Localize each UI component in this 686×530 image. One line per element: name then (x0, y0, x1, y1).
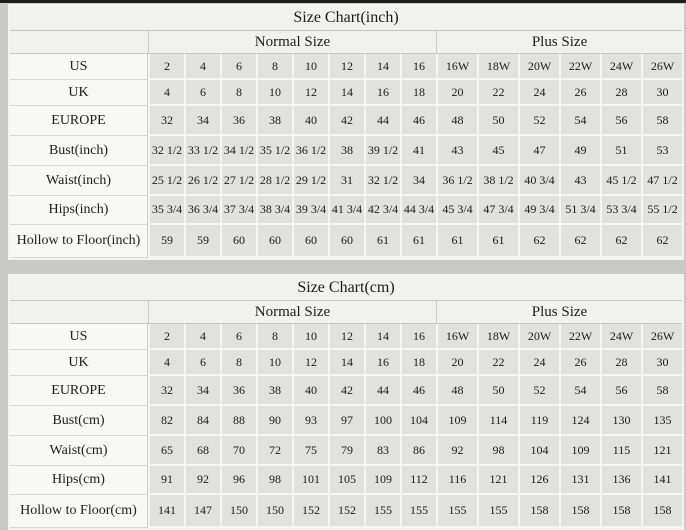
size-value-cell: 79 (328, 436, 364, 466)
size-value-cell: 38 (256, 106, 292, 136)
size-value-cell: 92 (436, 436, 477, 466)
size-value-cell: 61 (364, 225, 400, 258)
size-value-cell: 60 (220, 225, 256, 258)
size-value-cell: 34 (184, 106, 220, 136)
size-value-cell: 26W (641, 54, 682, 80)
table-row (10, 166, 682, 196)
size-value-cell: 59 (148, 225, 184, 258)
size-value-cell: 49 3/4 (518, 196, 559, 225)
size-value-cell: 34 (184, 376, 220, 406)
size-value-cell: 136 (600, 466, 641, 495)
table-row (10, 106, 682, 136)
row-label: Hollow to Floor(inch) (10, 225, 148, 258)
size-value-cell: 8 (220, 350, 256, 376)
size-value-cell: 115 (600, 436, 641, 466)
size-value-cell: 96 (220, 466, 256, 495)
size-value-cell: 12 (292, 80, 328, 106)
size-value-cell: 60 (328, 225, 364, 258)
size-value-cell: 8 (220, 80, 256, 106)
size-value-cell: 150 (220, 495, 256, 528)
size-value-cell: 104 (518, 436, 559, 466)
size-value-cell: 105 (328, 466, 364, 495)
size-value-cell: 56 (600, 106, 641, 136)
size-value-cell: 119 (518, 406, 559, 436)
size-value-cell: 38 3/4 (256, 196, 292, 225)
group-header-plus-size: Plus Size (436, 301, 682, 324)
size-value-cell: 18W (477, 324, 518, 350)
size-value-cell: 62 (559, 225, 600, 258)
size-value-cell: 135 (641, 406, 682, 436)
table-row (10, 54, 682, 80)
size-value-cell: 54 (559, 376, 600, 406)
size-value-cell: 14 (328, 80, 364, 106)
size-value-cell: 109 (559, 436, 600, 466)
size-value-cell: 24W (600, 54, 641, 80)
size-value-cell: 116 (436, 466, 477, 495)
size-value-cell: 155 (400, 495, 436, 528)
size-value-cell: 24W (600, 324, 641, 350)
size-value-cell: 26W (641, 324, 682, 350)
size-value-cell: 20 (436, 350, 477, 376)
size-value-cell: 124 (559, 406, 600, 436)
size-value-cell: 16W (436, 54, 477, 80)
group-header-row (10, 31, 682, 54)
table-row (10, 80, 682, 106)
table-row (10, 324, 682, 350)
size-value-cell: 109 (364, 466, 400, 495)
size-value-cell: 130 (600, 406, 641, 436)
size-value-cell: 35 3/4 (148, 196, 184, 225)
size-value-cell: 40 (292, 376, 328, 406)
size-value-cell: 58 (641, 376, 682, 406)
size-value-cell: 10 (292, 54, 328, 80)
table-row (10, 466, 682, 495)
size-value-cell: 4 (148, 350, 184, 376)
size-value-cell: 16 (400, 54, 436, 80)
size-value-cell: 32 (148, 106, 184, 136)
size-value-cell: 52 (518, 106, 559, 136)
size-value-cell: 29 1/2 (292, 166, 328, 196)
row-label: Waist(inch) (10, 166, 148, 196)
size-value-cell: 121 (477, 466, 518, 495)
size-value-cell: 54 (559, 106, 600, 136)
size-value-cell: 42 (328, 376, 364, 406)
size-value-cell: 61 (477, 225, 518, 258)
size-value-cell: 98 (477, 436, 518, 466)
size-charts-container (0, 4, 686, 530)
size-chart-cm-table (8, 274, 684, 530)
size-value-cell: 62 (641, 225, 682, 258)
size-value-cell: 150 (256, 495, 292, 528)
size-value-cell: 40 3/4 (518, 166, 559, 196)
size-value-cell: 24 (518, 350, 559, 376)
size-value-cell: 114 (477, 406, 518, 436)
size-value-cell: 31 (328, 166, 364, 196)
table-row (10, 136, 682, 166)
size-value-cell: 14 (328, 350, 364, 376)
size-value-cell: 141 (641, 466, 682, 495)
size-value-cell: 97 (328, 406, 364, 436)
corner-cell (10, 301, 148, 324)
size-value-cell: 4 (184, 324, 220, 350)
size-value-cell: 101 (292, 466, 328, 495)
size-value-cell: 53 (641, 136, 682, 166)
size-value-cell: 86 (400, 436, 436, 466)
size-value-cell: 152 (328, 495, 364, 528)
group-header-row (10, 301, 682, 324)
size-value-cell: 75 (292, 436, 328, 466)
size-value-cell: 82 (148, 406, 184, 436)
size-value-cell: 88 (220, 406, 256, 436)
size-value-cell: 43 (559, 166, 600, 196)
table-row (10, 196, 682, 225)
size-value-cell: 52 (518, 376, 559, 406)
size-value-cell: 47 1/2 (641, 166, 682, 196)
size-value-cell: 14 (364, 54, 400, 80)
size-value-cell: 158 (518, 495, 559, 528)
size-value-cell: 32 (148, 376, 184, 406)
size-value-cell: 68 (184, 436, 220, 466)
size-value-cell: 14 (364, 324, 400, 350)
table-row (10, 495, 682, 528)
row-label: Hips(cm) (10, 466, 148, 495)
table-title: Size Chart(inch) (10, 6, 682, 31)
table-title-row (10, 6, 682, 31)
size-value-cell: 26 (559, 350, 600, 376)
row-label: UK (10, 80, 148, 106)
row-label: US (10, 54, 148, 80)
size-value-cell: 40 (292, 106, 328, 136)
size-value-cell: 34 1/2 (220, 136, 256, 166)
size-value-cell: 24 (518, 80, 559, 106)
size-value-cell: 12 (328, 54, 364, 80)
size-value-cell: 10 (292, 324, 328, 350)
size-value-cell: 22W (559, 54, 600, 80)
size-value-cell: 27 1/2 (220, 166, 256, 196)
top-edge-strip (0, 0, 686, 3)
size-value-cell: 44 3/4 (400, 196, 436, 225)
size-value-cell: 62 (600, 225, 641, 258)
size-value-cell: 38 (328, 136, 364, 166)
size-value-cell: 50 (477, 106, 518, 136)
size-value-cell: 41 (400, 136, 436, 166)
size-chart-inch-table (8, 4, 684, 260)
size-value-cell: 92 (184, 466, 220, 495)
size-value-cell: 6 (220, 54, 256, 80)
size-value-cell: 28 (600, 350, 641, 376)
size-value-cell: 158 (641, 495, 682, 528)
size-value-cell: 20W (518, 324, 559, 350)
size-value-cell: 70 (220, 436, 256, 466)
size-value-cell: 4 (184, 54, 220, 80)
row-label: Bust(cm) (10, 406, 148, 436)
size-value-cell: 98 (256, 466, 292, 495)
table-title: Size Chart(cm) (10, 276, 682, 301)
size-value-cell: 84 (184, 406, 220, 436)
size-value-cell: 47 (518, 136, 559, 166)
size-value-cell: 38 (256, 376, 292, 406)
size-value-cell: 60 (256, 225, 292, 258)
size-value-cell: 59 (184, 225, 220, 258)
table-row (10, 376, 682, 406)
size-value-cell: 158 (559, 495, 600, 528)
size-value-cell: 55 1/2 (641, 196, 682, 225)
size-value-cell: 121 (641, 436, 682, 466)
size-value-cell: 38 1/2 (477, 166, 518, 196)
size-value-cell: 36 1/2 (436, 166, 477, 196)
size-value-cell: 56 (600, 376, 641, 406)
size-value-cell: 16 (400, 324, 436, 350)
size-value-cell: 61 (400, 225, 436, 258)
size-value-cell: 60 (292, 225, 328, 258)
size-value-cell: 6 (184, 350, 220, 376)
size-value-cell: 45 1/2 (600, 166, 641, 196)
row-label: EUROPE (10, 106, 148, 136)
size-value-cell: 32 1/2 (148, 136, 184, 166)
size-value-cell: 155 (364, 495, 400, 528)
row-label: Waist(cm) (10, 436, 148, 466)
size-value-cell: 28 1/2 (256, 166, 292, 196)
size-value-cell: 28 (600, 80, 641, 106)
size-value-cell: 141 (148, 495, 184, 528)
size-value-cell: 72 (256, 436, 292, 466)
size-value-cell: 12 (328, 324, 364, 350)
size-value-cell: 36 3/4 (184, 196, 220, 225)
size-value-cell: 22 (477, 350, 518, 376)
size-value-cell: 100 (364, 406, 400, 436)
size-value-cell: 39 3/4 (292, 196, 328, 225)
size-value-cell: 104 (400, 406, 436, 436)
size-value-cell: 6 (220, 324, 256, 350)
size-value-cell: 109 (436, 406, 477, 436)
corner-cell (10, 31, 148, 54)
size-value-cell: 51 (600, 136, 641, 166)
size-value-cell: 46 (400, 376, 436, 406)
size-value-cell: 18 (400, 350, 436, 376)
size-value-cell: 62 (518, 225, 559, 258)
size-value-cell: 30 (641, 350, 682, 376)
size-value-cell: 51 3/4 (559, 196, 600, 225)
row-label: EUROPE (10, 376, 148, 406)
size-value-cell: 44 (364, 106, 400, 136)
size-value-cell: 10 (256, 350, 292, 376)
size-value-cell: 44 (364, 376, 400, 406)
size-value-cell: 4 (148, 80, 184, 106)
size-value-cell: 83 (364, 436, 400, 466)
size-value-cell: 26 (559, 80, 600, 106)
size-value-cell: 48 (436, 376, 477, 406)
group-header-plus-size: Plus Size (436, 31, 682, 54)
size-value-cell: 26 1/2 (184, 166, 220, 196)
size-value-cell: 131 (559, 466, 600, 495)
size-value-cell: 53 3/4 (600, 196, 641, 225)
size-value-cell: 18 (400, 80, 436, 106)
size-value-cell: 20 (436, 80, 477, 106)
size-value-cell: 8 (256, 324, 292, 350)
size-value-cell: 22 (477, 80, 518, 106)
size-value-cell: 158 (600, 495, 641, 528)
size-chart-cm-section (8, 274, 681, 530)
size-value-cell: 36 (220, 376, 256, 406)
table-row (10, 350, 682, 376)
group-header-normal-size: Normal Size (148, 31, 436, 54)
size-value-cell: 10 (256, 80, 292, 106)
table-row (10, 225, 682, 258)
size-value-cell: 155 (436, 495, 477, 528)
size-chart-inch-section (8, 4, 681, 260)
size-value-cell: 12 (292, 350, 328, 376)
size-value-cell: 36 1/2 (292, 136, 328, 166)
size-value-cell: 93 (292, 406, 328, 436)
size-value-cell: 6 (184, 80, 220, 106)
size-value-cell: 45 (477, 136, 518, 166)
size-value-cell: 16 (364, 80, 400, 106)
row-label: Bust(inch) (10, 136, 148, 166)
size-value-cell: 2 (148, 324, 184, 350)
row-label: US (10, 324, 148, 350)
size-value-cell: 147 (184, 495, 220, 528)
group-header-normal-size: Normal Size (148, 301, 436, 324)
size-value-cell: 47 3/4 (477, 196, 518, 225)
table-title-row (10, 276, 682, 301)
size-value-cell: 32 1/2 (364, 166, 400, 196)
size-value-cell: 34 (400, 166, 436, 196)
size-value-cell: 91 (148, 466, 184, 495)
size-value-cell: 155 (477, 495, 518, 528)
size-value-cell: 43 (436, 136, 477, 166)
size-value-cell: 50 (477, 376, 518, 406)
size-value-cell: 65 (148, 436, 184, 466)
size-value-cell: 58 (641, 106, 682, 136)
size-value-cell: 152 (292, 495, 328, 528)
size-value-cell: 30 (641, 80, 682, 106)
size-value-cell: 39 1/2 (364, 136, 400, 166)
size-value-cell: 126 (518, 466, 559, 495)
size-value-cell: 33 1/2 (184, 136, 220, 166)
size-value-cell: 112 (400, 466, 436, 495)
size-value-cell: 20W (518, 54, 559, 80)
row-label: Hollow to Floor(cm) (10, 495, 148, 528)
size-value-cell: 61 (436, 225, 477, 258)
size-value-cell: 36 (220, 106, 256, 136)
size-value-cell: 8 (256, 54, 292, 80)
table-row (10, 436, 682, 466)
size-value-cell: 16W (436, 324, 477, 350)
size-value-cell: 16 (364, 350, 400, 376)
size-value-cell: 35 1/2 (256, 136, 292, 166)
size-value-cell: 48 (436, 106, 477, 136)
size-value-cell: 46 (400, 106, 436, 136)
size-value-cell: 49 (559, 136, 600, 166)
size-value-cell: 42 3/4 (364, 196, 400, 225)
table-row (10, 406, 682, 436)
size-value-cell: 18W (477, 54, 518, 80)
size-value-cell: 45 3/4 (436, 196, 477, 225)
size-value-cell: 37 3/4 (220, 196, 256, 225)
size-value-cell: 41 3/4 (328, 196, 364, 225)
size-value-cell: 25 1/2 (148, 166, 184, 196)
size-value-cell: 22W (559, 324, 600, 350)
row-label: UK (10, 350, 148, 376)
row-label: Hips(inch) (10, 196, 148, 225)
size-value-cell: 42 (328, 106, 364, 136)
size-value-cell: 2 (148, 54, 184, 80)
size-value-cell: 90 (256, 406, 292, 436)
